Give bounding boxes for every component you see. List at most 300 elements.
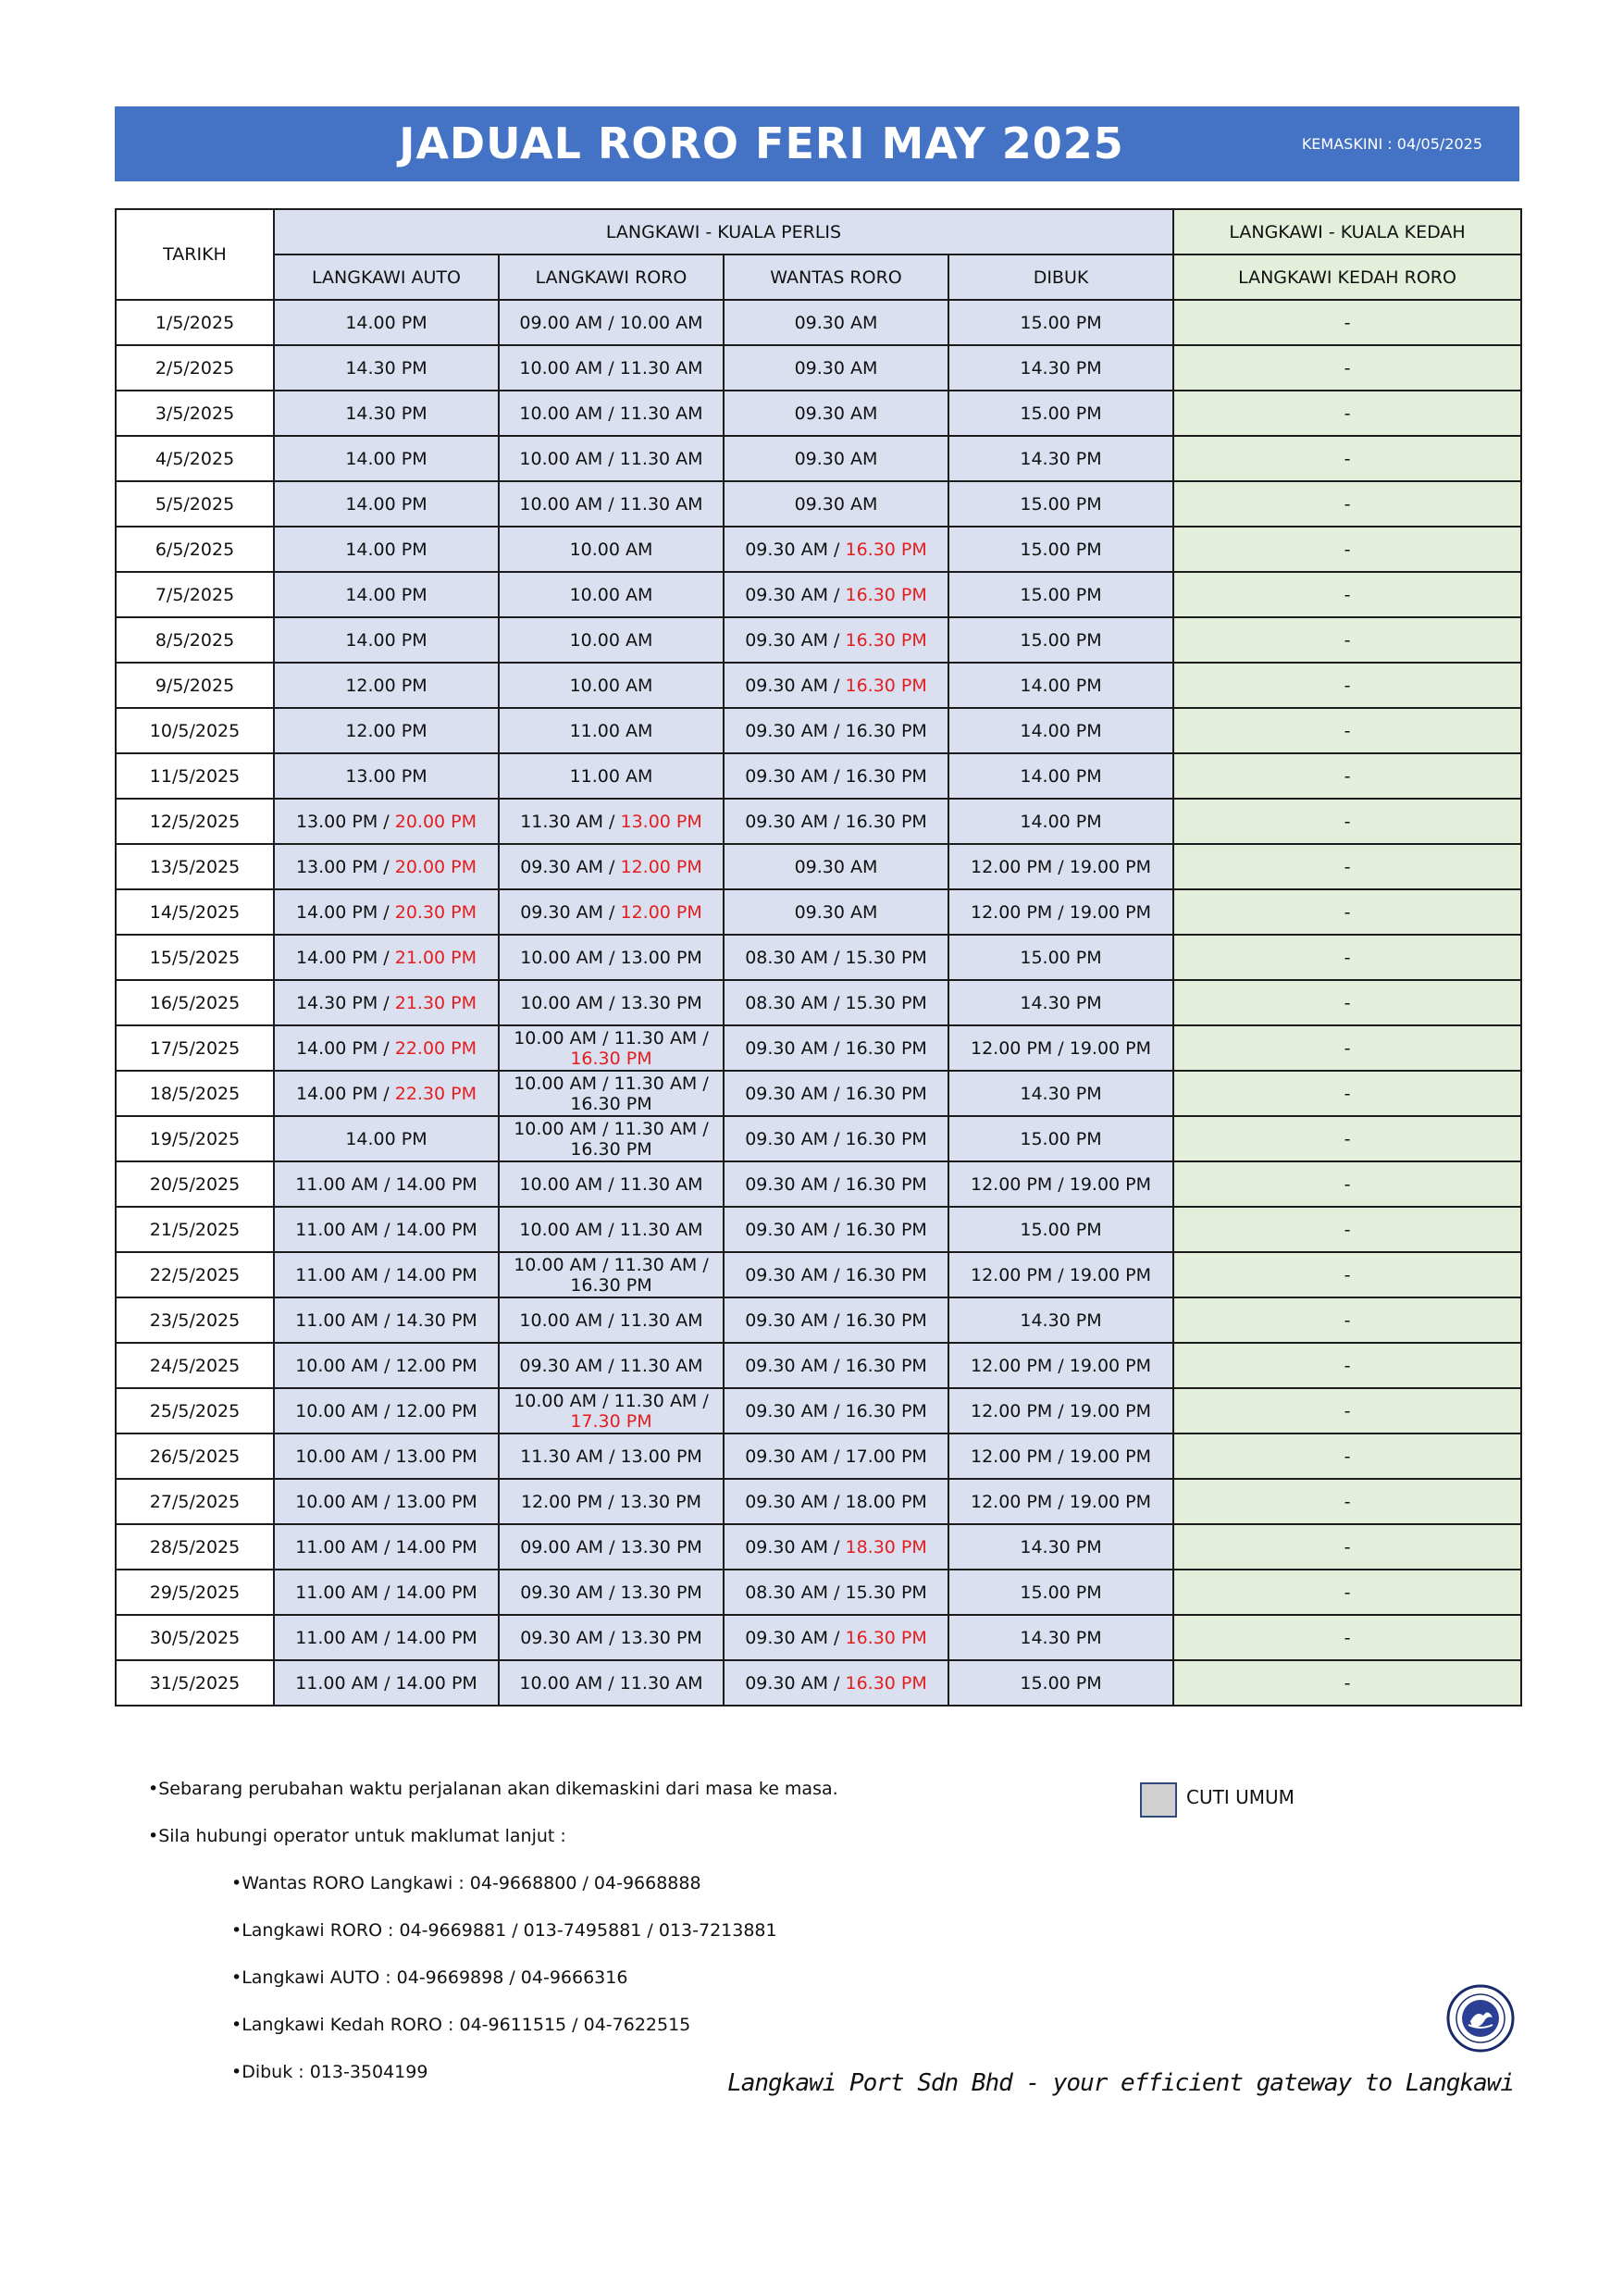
cell-dibuk	[948, 1343, 1173, 1388]
table-row	[116, 1116, 1521, 1161]
cell-wantas-roro	[724, 935, 948, 980]
cell-wantas-roro	[724, 391, 948, 436]
time-segment: 14.30 PM	[1020, 1309, 1102, 1331]
cell-wantas-roro	[724, 345, 948, 391]
time-segment-highlighted: 22.00 PM	[394, 1037, 477, 1059]
cell-langkawi-kedah-roro	[1173, 1207, 1521, 1252]
row-date: 20/5/2025	[116, 1161, 274, 1207]
cell-langkawi-roro	[499, 1615, 724, 1660]
time-segment: 10.00 AM / 11.30 AM	[519, 1309, 703, 1331]
cell-dibuk	[948, 1615, 1173, 1660]
cell-langkawi-kedah-roro	[1173, 481, 1521, 527]
cell-dibuk	[948, 1570, 1173, 1615]
time-segment: 10.00 AM / 13.00 PM	[520, 947, 702, 968]
time-segment: 12.00 PM / 19.00 PM	[970, 1446, 1152, 1467]
time-segment: 15.00 PM	[1020, 629, 1102, 651]
time-segment: 12.00 PM / 13.30 PM	[520, 1491, 702, 1512]
time-segment: 14.00 PM	[1020, 811, 1102, 832]
row-date: 5/5/2025	[116, 481, 274, 527]
cell-dibuk	[948, 1524, 1173, 1570]
cell-dibuk	[948, 572, 1173, 617]
time-segment: 10.00 AM / 11.30 AM	[519, 1173, 703, 1195]
time-segment: 13.00 PM	[345, 765, 427, 787]
cell-dibuk	[948, 1207, 1173, 1252]
row-date: 27/5/2025	[116, 1479, 274, 1524]
schedule-body	[116, 300, 1521, 1706]
cell-dibuk	[948, 1297, 1173, 1343]
time-segment: 09.30 AM / 16.30 PM	[745, 720, 927, 741]
time-segment: 12.00 PM / 19.00 PM	[970, 901, 1152, 923]
cell-dibuk	[948, 1116, 1173, 1161]
cell-langkawi-auto	[274, 1025, 499, 1071]
time-segment: 12.00 PM / 19.00 PM	[970, 1173, 1152, 1195]
table-row	[116, 1570, 1521, 1615]
cell-langkawi-roro	[499, 1252, 724, 1297]
cell-langkawi-roro	[499, 1343, 724, 1388]
time-segment: 14.00 PM /	[295, 947, 395, 968]
time-segment: -	[1344, 1446, 1351, 1467]
table-row	[116, 617, 1521, 663]
cell-wantas-roro	[724, 1660, 948, 1706]
time-segment: -	[1344, 856, 1351, 877]
notes-section	[148, 1775, 838, 2105]
row-date: 18/5/2025	[116, 1071, 274, 1116]
public-holiday-legend-label: CUTI UMUM	[1186, 1786, 1295, 1808]
time-segment: 08.30 AM / 15.30 PM	[745, 992, 927, 1013]
cell-wantas-roro	[724, 1116, 948, 1161]
time-segment: 15.00 PM	[1020, 1128, 1102, 1149]
cell-langkawi-kedah-roro	[1173, 572, 1521, 617]
time-segment: -	[1344, 1309, 1351, 1331]
cell-langkawi-kedah-roro	[1173, 1343, 1521, 1388]
time-segment: 10.00 AM / 11.30 AM / 16.30 PM	[514, 1118, 709, 1160]
cell-langkawi-roro	[499, 844, 724, 889]
time-segment: 10.00 AM / 11.30 AM	[519, 1219, 703, 1240]
time-segment: 12.00 PM / 19.00 PM	[970, 1264, 1152, 1285]
cell-langkawi-roro	[499, 1116, 724, 1161]
cell-langkawi-auto	[274, 1297, 499, 1343]
time-segment: 08.30 AM / 15.30 PM	[745, 947, 927, 968]
row-date: 10/5/2025	[116, 708, 274, 753]
cell-langkawi-roro	[499, 1071, 724, 1116]
table-row	[116, 1388, 1521, 1433]
time-segment: 09.30 AM /	[745, 675, 846, 696]
time-segment: -	[1344, 675, 1351, 696]
cell-langkawi-kedah-roro	[1173, 799, 1521, 844]
table-row	[116, 1161, 1521, 1207]
contact-wantas-roro: •Wantas RORO Langkawi : 04-9668800 / 04-9668888	[231, 1873, 701, 1893]
cell-dibuk	[948, 1433, 1173, 1479]
table-row	[116, 391, 1521, 436]
table-group-header-row	[116, 209, 1521, 254]
time-segment: -	[1344, 1627, 1351, 1648]
public-holiday-legend-swatch	[1140, 1782, 1177, 1818]
cell-dibuk	[948, 1479, 1173, 1524]
cell-langkawi-roro	[499, 1660, 724, 1706]
time-segment-highlighted: 20.00 PM	[394, 856, 477, 877]
time-segment: -	[1344, 403, 1351, 424]
cell-langkawi-roro	[499, 935, 724, 980]
row-date: 30/5/2025	[116, 1615, 274, 1660]
time-segment: 15.00 PM	[1020, 539, 1102, 560]
time-segment-highlighted: 16.30 PM	[845, 539, 927, 560]
time-segment: 08.30 AM / 15.30 PM	[745, 1582, 927, 1603]
cell-dibuk	[948, 1252, 1173, 1297]
cell-langkawi-kedah-roro	[1173, 1388, 1521, 1433]
time-segment: 15.00 PM	[1020, 1672, 1102, 1694]
cell-wantas-roro	[724, 1524, 948, 1570]
row-date: 15/5/2025	[116, 935, 274, 980]
cell-langkawi-auto	[274, 935, 499, 980]
cell-langkawi-auto	[274, 753, 499, 799]
time-segment: 11.30 AM / 13.00 PM	[520, 1446, 702, 1467]
time-segment: -	[1344, 765, 1351, 787]
time-segment: 10.00 AM / 11.30 AM /	[514, 1390, 709, 1411]
cell-dibuk	[948, 980, 1173, 1025]
table-row	[116, 527, 1521, 572]
cell-dibuk	[948, 844, 1173, 889]
cell-langkawi-auto	[274, 345, 499, 391]
cell-langkawi-auto	[274, 1570, 499, 1615]
row-date: 22/5/2025	[116, 1252, 274, 1297]
column-header-wantas-roro: WANTAS RORO	[724, 254, 948, 300]
cell-wantas-roro	[724, 1479, 948, 1524]
cell-langkawi-roro	[499, 481, 724, 527]
time-segment-highlighted: 16.30 PM	[845, 584, 927, 605]
time-segment: 12.00 PM / 19.00 PM	[970, 1355, 1152, 1376]
row-date: 29/5/2025	[116, 1570, 274, 1615]
time-segment: 10.00 AM / 11.30 AM /	[514, 1027, 709, 1049]
time-segment: 09.30 AM / 13.30 PM	[520, 1582, 702, 1603]
cell-dibuk	[948, 663, 1173, 708]
time-segment: 14.00 PM	[1020, 675, 1102, 696]
cell-langkawi-auto	[274, 1207, 499, 1252]
time-segment: 13.00 PM /	[295, 856, 395, 877]
cell-dibuk	[948, 753, 1173, 799]
time-segment: 10.00 AM / 11.30 AM	[519, 493, 703, 515]
time-segment: 11.00 AM	[569, 720, 653, 741]
time-segment: 14.30 PM	[345, 403, 427, 424]
time-segment: -	[1344, 1491, 1351, 1512]
table-row	[116, 1433, 1521, 1479]
time-segment: 09.30 AM /	[745, 1536, 846, 1558]
time-segment: -	[1344, 811, 1351, 832]
cell-langkawi-roro	[499, 1479, 724, 1524]
cell-wantas-roro	[724, 799, 948, 844]
time-segment: 15.00 PM	[1020, 403, 1102, 424]
time-segment: 09.30 AM /	[745, 629, 846, 651]
time-segment: 10.00 AM / 12.00 PM	[295, 1400, 477, 1421]
cell-wantas-roro	[724, 753, 948, 799]
time-segment: -	[1344, 1355, 1351, 1376]
time-segment: 11.00 AM / 14.00 PM	[295, 1264, 477, 1285]
row-date: 1/5/2025	[116, 300, 274, 345]
row-date: 11/5/2025	[116, 753, 274, 799]
cell-langkawi-auto	[274, 1615, 499, 1660]
cell-langkawi-auto	[274, 844, 499, 889]
time-segment: 14.30 PM	[1020, 357, 1102, 379]
time-segment: 09.00 AM / 10.00 AM	[519, 312, 703, 333]
cell-langkawi-auto	[274, 300, 499, 345]
time-segment: -	[1344, 493, 1351, 515]
time-segment: -	[1344, 1400, 1351, 1421]
table-row	[116, 1297, 1521, 1343]
time-segment: 10.00 AM / 13.30 PM	[520, 992, 702, 1013]
contact-dibuk: •Dibuk : 013-3504199	[231, 2062, 428, 2082]
cell-langkawi-kedah-roro	[1173, 1524, 1521, 1570]
cell-langkawi-roro	[499, 708, 724, 753]
cell-wantas-roro	[724, 1433, 948, 1479]
time-segment: 11.00 AM / 14.00 PM	[295, 1672, 477, 1694]
cell-wantas-roro	[724, 1071, 948, 1116]
time-segment: 10.00 AM	[569, 629, 653, 651]
row-date: 13/5/2025	[116, 844, 274, 889]
time-segment-highlighted: 21.30 PM	[394, 992, 477, 1013]
updated-date: KEMASKINI : 04/05/2025	[1301, 135, 1482, 153]
time-segment: 14.30 PM /	[295, 992, 395, 1013]
table-row	[116, 1524, 1521, 1570]
time-segment: 10.00 AM / 12.00 PM	[295, 1355, 477, 1376]
table-row	[116, 300, 1521, 345]
cell-dibuk	[948, 1388, 1173, 1433]
time-segment: -	[1344, 1582, 1351, 1603]
cell-langkawi-auto	[274, 1161, 499, 1207]
cell-dibuk	[948, 345, 1173, 391]
time-segment: 09.30 AM / 16.30 PM	[745, 1173, 927, 1195]
title-banner	[115, 106, 1519, 181]
row-date: 24/5/2025	[116, 1343, 274, 1388]
table-row	[116, 572, 1521, 617]
cell-wantas-roro	[724, 1025, 948, 1071]
time-segment-highlighted: 12.00 PM	[620, 856, 702, 877]
time-segment: 14.00 PM /	[295, 1083, 395, 1104]
time-segment: 15.00 PM	[1020, 1582, 1102, 1603]
cell-langkawi-auto	[274, 617, 499, 663]
cell-wantas-roro	[724, 1388, 948, 1433]
row-date: 12/5/2025	[116, 799, 274, 844]
cell-wantas-roro	[724, 1297, 948, 1343]
time-segment: 09.30 AM /	[745, 1672, 846, 1694]
cell-langkawi-kedah-roro	[1173, 1615, 1521, 1660]
time-segment-highlighted: 21.00 PM	[394, 947, 477, 968]
cell-wantas-roro	[724, 980, 948, 1025]
time-segment: 09.30 AM	[794, 448, 878, 469]
cell-wantas-roro	[724, 708, 948, 753]
time-segment: 11.00 AM	[569, 765, 653, 787]
time-segment: 15.00 PM	[1020, 947, 1102, 968]
time-segment: -	[1344, 1173, 1351, 1195]
cell-langkawi-auto	[274, 1071, 499, 1116]
cell-langkawi-auto	[274, 1433, 499, 1479]
cell-langkawi-roro	[499, 1161, 724, 1207]
time-segment: 09.30 AM	[794, 357, 878, 379]
cell-langkawi-auto	[274, 1116, 499, 1161]
row-date: 2/5/2025	[116, 345, 274, 391]
time-segment: 10.00 AM / 11.30 AM / 16.30 PM	[514, 1073, 709, 1114]
cell-langkawi-kedah-roro	[1173, 708, 1521, 753]
cell-langkawi-auto	[274, 980, 499, 1025]
cell-langkawi-kedah-roro	[1173, 1433, 1521, 1479]
cell-langkawi-auto	[274, 799, 499, 844]
time-segment: -	[1344, 1672, 1351, 1694]
cell-dibuk	[948, 935, 1173, 980]
footer-tagline: Langkawi Port Sdn Bhd - your efficient gateway to Langkawi	[727, 2069, 1514, 2097]
cell-wantas-roro	[724, 844, 948, 889]
cell-langkawi-auto	[274, 436, 499, 481]
time-segment: -	[1344, 1128, 1351, 1149]
table-row	[116, 663, 1521, 708]
table-row	[116, 481, 1521, 527]
table-row	[116, 1071, 1521, 1116]
cell-wantas-roro	[724, 481, 948, 527]
row-date: 25/5/2025	[116, 1388, 274, 1433]
cell-langkawi-roro	[499, 753, 724, 799]
cell-langkawi-roro	[499, 663, 724, 708]
time-segment: 09.30 AM / 13.30 PM	[520, 1627, 702, 1648]
time-segment: 14.00 PM	[1020, 720, 1102, 741]
cell-langkawi-auto	[274, 1343, 499, 1388]
cell-dibuk	[948, 527, 1173, 572]
cell-langkawi-roro	[499, 1388, 724, 1433]
time-segment-highlighted: 16.30 PM	[570, 1048, 652, 1069]
time-segment: 12.00 PM / 19.00 PM	[970, 1491, 1152, 1512]
time-segment: 14.30 PM	[1020, 992, 1102, 1013]
contact-langkawi-auto: •Langkawi AUTO : 04-9669898 / 04-9666316	[231, 1967, 628, 1988]
note-contact-intro: •Sila hubungi operator untuk maklumat lanjut :	[148, 1826, 566, 1846]
cell-dibuk	[948, 391, 1173, 436]
cell-langkawi-roro	[499, 345, 724, 391]
row-date: 19/5/2025	[116, 1116, 274, 1161]
time-segment: 09.30 AM	[794, 403, 878, 424]
time-segment: 11.00 AM / 14.00 PM	[295, 1582, 477, 1603]
cell-wantas-roro	[724, 300, 948, 345]
time-segment: 10.00 AM	[569, 675, 653, 696]
cell-langkawi-roro	[499, 799, 724, 844]
time-segment: 09.30 AM / 16.30 PM	[745, 1309, 927, 1331]
cell-langkawi-auto	[274, 527, 499, 572]
time-segment: 09.30 AM / 18.00 PM	[745, 1491, 927, 1512]
cell-wantas-roro	[724, 1570, 948, 1615]
cell-langkawi-auto	[274, 1524, 499, 1570]
cell-dibuk	[948, 1161, 1173, 1207]
time-segment-highlighted: 20.00 PM	[394, 811, 477, 832]
time-segment: 15.00 PM	[1020, 584, 1102, 605]
time-segment: 10.00 AM	[569, 539, 653, 560]
table-row	[116, 1343, 1521, 1388]
table-row	[116, 844, 1521, 889]
table-row	[116, 1479, 1521, 1524]
time-segment: 09.30 AM / 16.30 PM	[745, 765, 927, 787]
table-row	[116, 436, 1521, 481]
column-header-dibuk: DIBUK	[948, 254, 1173, 300]
cell-langkawi-kedah-roro	[1173, 1479, 1521, 1524]
cell-langkawi-roro	[499, 1433, 724, 1479]
time-segment: 14.00 PM /	[295, 901, 395, 923]
time-segment-highlighted: 18.30 PM	[845, 1536, 927, 1558]
time-segment: 09.30 AM	[794, 856, 878, 877]
note-changes: •Sebarang perubahan waktu perjalanan akan dikemaskini dari masa ke masa.	[148, 1779, 838, 1799]
time-segment: 14.30 PM	[1020, 1083, 1102, 1104]
time-segment: 14.30 PM	[1020, 1627, 1102, 1648]
langkawi-port-logo	[1446, 1984, 1515, 2053]
time-segment: 11.30 AM /	[520, 811, 621, 832]
time-segment: 09.30 AM	[794, 493, 878, 515]
table-row	[116, 889, 1521, 935]
table-row	[116, 935, 1521, 980]
cell-langkawi-kedah-roro	[1173, 844, 1521, 889]
cell-langkawi-roro	[499, 1570, 724, 1615]
cell-langkawi-kedah-roro	[1173, 753, 1521, 799]
time-segment: 14.00 PM	[345, 584, 427, 605]
time-segment: 11.00 AM / 14.00 PM	[295, 1219, 477, 1240]
time-segment: 09.00 AM / 13.30 PM	[520, 1536, 702, 1558]
cell-langkawi-roro	[499, 889, 724, 935]
cell-langkawi-auto	[274, 708, 499, 753]
time-segment: 09.30 AM / 16.30 PM	[745, 1083, 927, 1104]
cell-langkawi-kedah-roro	[1173, 436, 1521, 481]
column-header-langkawi-kedah-roro: LANGKAWI KEDAH RORO	[1173, 254, 1521, 300]
table-row	[116, 753, 1521, 799]
cell-langkawi-kedah-roro	[1173, 1660, 1521, 1706]
cell-dibuk	[948, 708, 1173, 753]
cell-wantas-roro	[724, 572, 948, 617]
time-segment: 09.30 AM / 17.00 PM	[745, 1446, 927, 1467]
cell-wantas-roro	[724, 1161, 948, 1207]
cell-langkawi-roro	[499, 617, 724, 663]
table-row	[116, 1025, 1521, 1071]
column-header-langkawi-roro: LANGKAWI RORO	[499, 254, 724, 300]
time-segment-highlighted: 22.30 PM	[394, 1083, 477, 1104]
time-segment: 09.30 AM / 16.30 PM	[745, 1128, 927, 1149]
row-date: 9/5/2025	[116, 663, 274, 708]
cell-wantas-roro	[724, 1252, 948, 1297]
row-date: 8/5/2025	[116, 617, 274, 663]
time-segment: -	[1344, 539, 1351, 560]
time-segment: 09.30 AM / 16.30 PM	[745, 1355, 927, 1376]
time-segment: -	[1344, 901, 1351, 923]
time-segment: 14.00 PM	[345, 539, 427, 560]
date-column-header: TARIKH	[116, 209, 274, 300]
time-segment-highlighted: 13.00 PM	[620, 811, 702, 832]
time-segment: 12.00 PM / 19.00 PM	[970, 1400, 1152, 1421]
time-segment: 10.00 AM / 11.30 AM	[519, 448, 703, 469]
cell-wantas-roro	[724, 663, 948, 708]
cell-langkawi-roro	[499, 1025, 724, 1071]
time-segment: 09.30 AM / 16.30 PM	[745, 1400, 927, 1421]
time-segment-highlighted: 16.30 PM	[845, 1627, 927, 1648]
cell-langkawi-auto	[274, 1388, 499, 1433]
time-segment: -	[1344, 584, 1351, 605]
row-date: 14/5/2025	[116, 889, 274, 935]
cell-langkawi-kedah-roro	[1173, 345, 1521, 391]
cell-langkawi-kedah-roro	[1173, 391, 1521, 436]
table-row	[116, 708, 1521, 753]
table-row	[116, 1207, 1521, 1252]
row-date: 3/5/2025	[116, 391, 274, 436]
time-segment: 10.00 AM / 11.30 AM	[519, 1672, 703, 1694]
time-segment: -	[1344, 992, 1351, 1013]
cell-langkawi-kedah-roro	[1173, 980, 1521, 1025]
cell-langkawi-roro	[499, 527, 724, 572]
cell-langkawi-roro	[499, 1207, 724, 1252]
time-segment-highlighted: 12.00 PM	[620, 901, 702, 923]
row-date: 17/5/2025	[116, 1025, 274, 1071]
time-segment: -	[1344, 720, 1351, 741]
cell-langkawi-roro	[499, 1297, 724, 1343]
time-segment: 12.00 PM / 19.00 PM	[970, 856, 1152, 877]
row-date: 4/5/2025	[116, 436, 274, 481]
cell-langkawi-kedah-roro	[1173, 527, 1521, 572]
